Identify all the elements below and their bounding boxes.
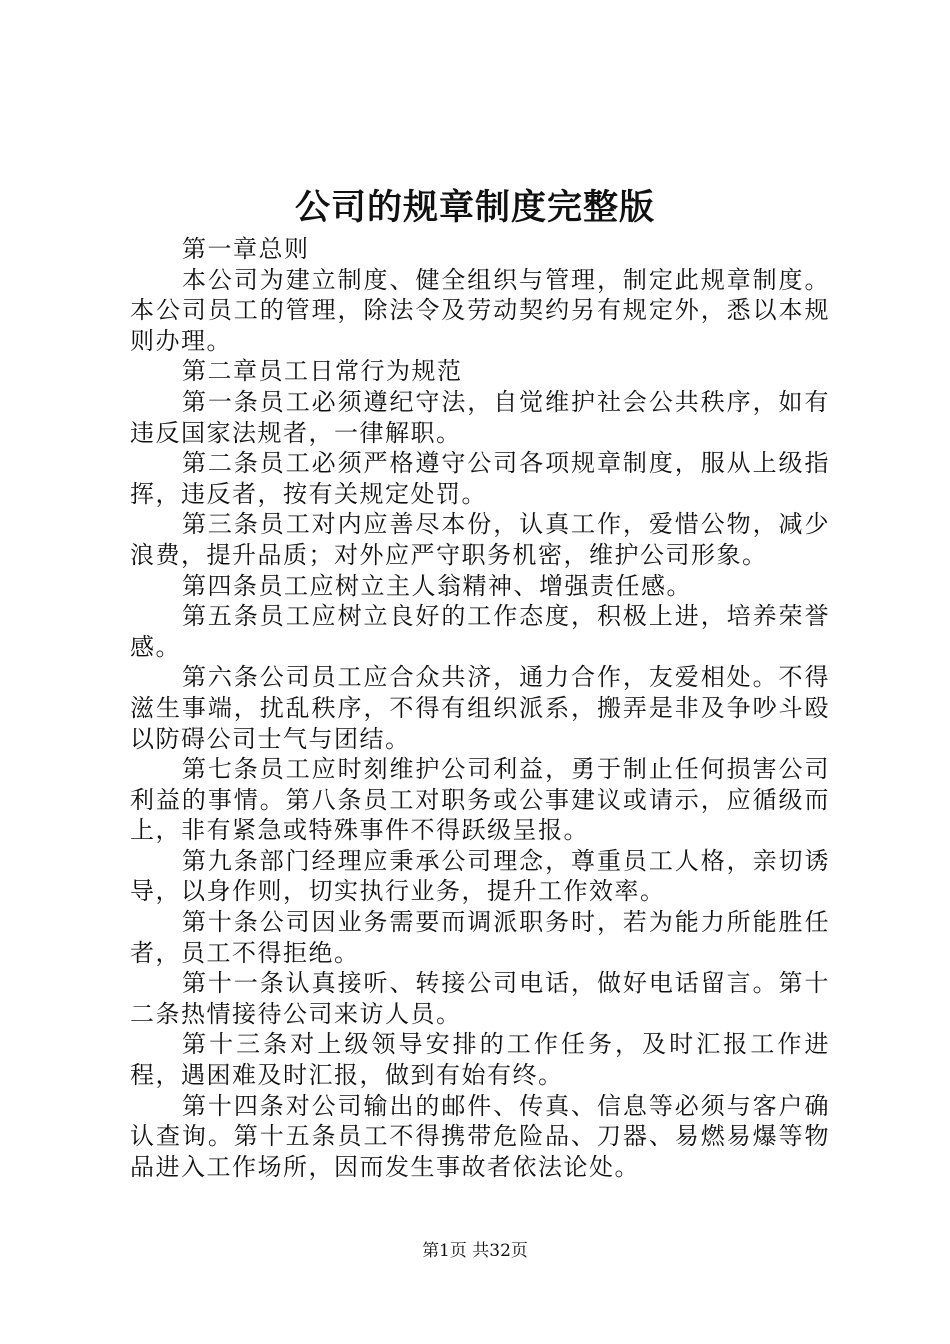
paragraph: 第十四条对公司输出的邮件、传真、信息等必须与客户确认查询。第十五条员工不得携带危险品、刀器、易燃易爆等物品进入工作场所，因而发生事故者依法论处。 <box>130 1091 830 1181</box>
paragraph: 第三条员工对内应善尽本份，认真工作，爱惜公物，减少浪费，提升品质；对外应严守职务机密，维护公司形象。 <box>130 510 830 569</box>
paragraph: 第一章总则 <box>182 235 310 263</box>
paragraph: 第六条公司员工应合众共济，通力合作，友爱相处。不得滋生事端，扰乱秩序，不得有组织派系，搬弄是非及争吵斗殴以防碍公司士气与团结。 <box>130 663 830 753</box>
paragraph: 第四条员工应树立主人翁精神、增强责任感。 <box>182 571 692 600</box>
paragraph: 第七条员工应时刻维护公司利益，勇于制止任何损害公司利益的事情。第八条员工对职务或公事建议或请示，应循级而上，非有紧急或特殊事件不得跃级呈报。 <box>130 755 830 845</box>
paragraph: 第十一条认真接听、转接公司电话，做好电话留言。第十二条热情接待公司来访人员。 <box>130 969 830 1028</box>
paragraph: 第十三条对上级领导安排的工作任务，及时汇报工作进程，遇困难及时汇报，做到有始有终。 <box>130 1030 830 1090</box>
page-footer: 第1页 共32页 <box>422 1241 528 1261</box>
document-body <box>130 234 830 1182</box>
paragraph: 第五条员工应树立良好的工作态度，积极上进，培养荣誉感。 <box>130 602 830 661</box>
paragraph: 第十条公司因业务需要而调派职务时，若为能力所能胜任者，员工不得拒绝。 <box>130 908 830 967</box>
paragraph: 第一条员工必须遵纪守法，自觉维护社会公共秩序，如有违反国家法规者，一律解职。 <box>130 387 830 447</box>
paragraph: 第二条员工必须严格遵守公司各项规章制度，服从上级指挥，违反者，按有关规定处罚。 <box>130 449 830 508</box>
paragraph: 第二章员工日常行为规范 <box>182 357 463 386</box>
paragraph: 第九条部门经理应秉承公司理念，尊重员工人格，亲切诱导，以身作则，切实执行业务，提升工作效率。 <box>130 846 830 906</box>
paragraph: 本公司为建立制度、健全组织与管理，制定此规章制度。本公司员工的管理，除法令及劳动契约另有规定外，悉以本规则办理。 <box>130 265 830 355</box>
document-title: 公司的规章制度完整版 <box>294 187 655 228</box>
